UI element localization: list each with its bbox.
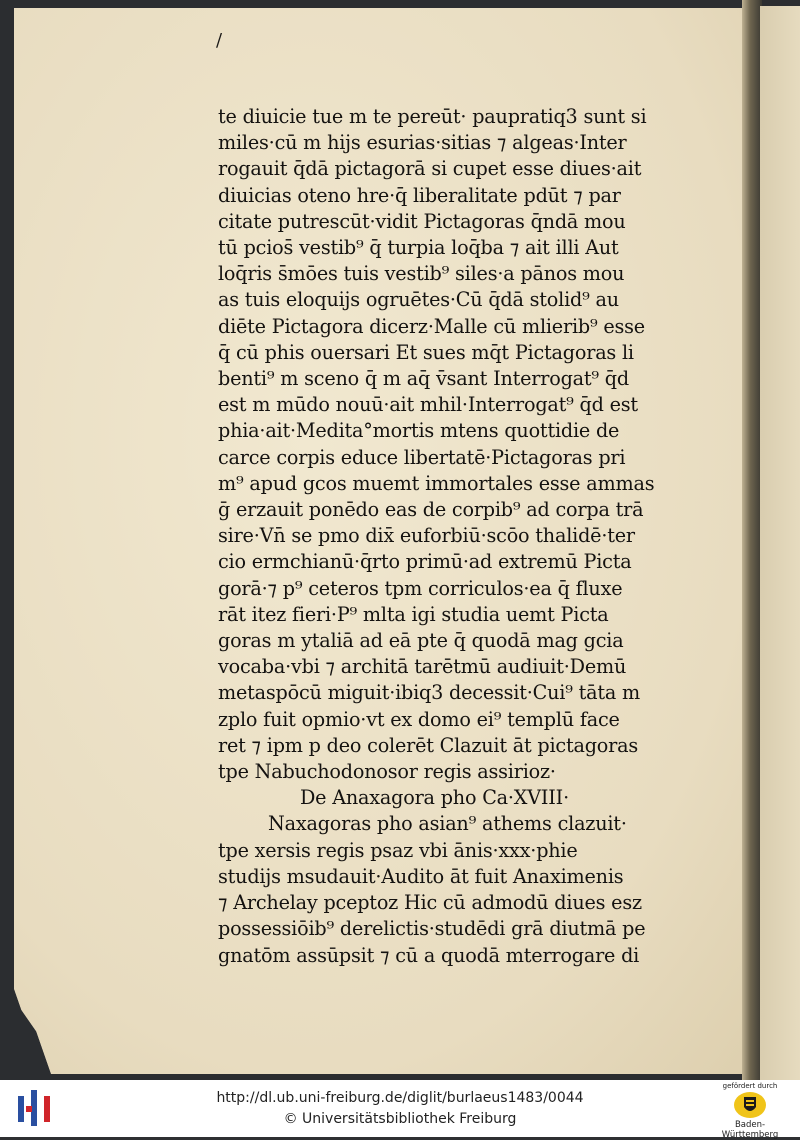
text-line: possessiōib⁹ derelictis·studēdi grā diutmā pe — [218, 917, 646, 941]
baden-wuerttemberg-crest-icon — [733, 1091, 767, 1119]
text-line: studijs msudauit·Audito āt fuit Anaximenis — [218, 864, 624, 888]
facing-page-edge — [760, 6, 800, 1080]
text-line: diēte Pictagora dicerz·Malle cū mlierib⁹ esse — [218, 314, 645, 338]
printed-text-block — [218, 104, 666, 969]
text-line: carce corpis educe libertatē·Pictagoras pri — [218, 445, 626, 469]
sponsor-name: Baden-Württemberg — [721, 1120, 779, 1140]
text-line: Naxagoras pho asian⁹ athems clazuit· — [268, 812, 627, 836]
text-line: rāt itez fieri·P⁹ mlta igi studia uemt Picta — [218, 602, 609, 626]
text-line: est m mūdo nouū·ait mhil·Interrogat⁹ q̄d est — [218, 393, 638, 417]
text-line: tpe Nabuchodonosor regis assirioz· — [218, 760, 556, 784]
text-line: loq̄ris s̄mōes tuis vestib⁹ siles·a pānos mou — [218, 262, 625, 286]
text-line: benti⁹ m sceno q̄ m aq̄ v̄sant Interrogat⁹ q̄d — [218, 367, 629, 391]
text-line: ret ⁊ ipm p deo colerēt Clazuit āt pictagoras — [218, 733, 639, 757]
sponsor-label: gefördert durch — [722, 1082, 778, 1090]
text-line: m⁹ apud gcos muemt immortales esse ammas — [218, 471, 655, 495]
text-line: as tuis eloquijs ogruētes·Cū q̄dā stolid⁹ au — [218, 288, 619, 312]
margin-mark: / — [216, 30, 223, 51]
text-line: miles·cū m hijs esurias·sitias ⁊ algeas·Inter — [218, 131, 627, 155]
copyright-notice: © Universitätsbibliothek Freiburg — [283, 1111, 517, 1127]
sponsor-block — [710, 1082, 790, 1140]
footer-bar — [0, 1080, 800, 1140]
text-line: q̄ cū phis ouersari Et sues mq̄t Pictagoras li — [218, 340, 634, 364]
text-line: sire·Vn̄ se pmo dix̄ euforbiū·scōo thalidē·ter — [218, 524, 635, 548]
text-line: phia·ait·Medita°mortis mtens quottidie de — [218, 419, 620, 443]
text-line: tpe xersis regis psaz vbi ānis·xxx·phie — [218, 838, 578, 862]
text-line: diuicias oteno hre·q̄ liberalitate pdūt ⁊ par — [218, 183, 621, 207]
text-line: gorā·⁊ p⁹ ceteros tpm corriculos·ea q̄ fluxe — [218, 576, 623, 600]
text-line: te diuicie tue m te pereūt· paupratiq3 sunt si — [218, 105, 647, 128]
chapter-heading: De Anaxagora pho Ca·XVIII· — [300, 786, 569, 810]
text-line: rogauit q̄dā pictagorā si cupet esse diues·ait — [218, 157, 642, 181]
text-line: vocaba·vbi ⁊ architā tarētmū audiuit·Demū — [218, 655, 627, 679]
text-line: metaspōcū miguit·ibiq3 decessit·Cui⁹ tāta m — [218, 681, 640, 705]
text-line: ⁊ Archelay pceptoz Hic cū admodū diues esz — [218, 891, 642, 915]
text-line: zplo fuit opmio·vt ex domo ei⁹ templū face — [218, 707, 620, 731]
book-gutter — [742, 0, 762, 1080]
text-line: ḡ erzauit ponēdo eas de corpib⁹ ad corpa trā — [218, 498, 644, 522]
page-url[interactable]: http://dl.ub.uni-freiburg.de/diglit/burlaeus1483/0044 — [216, 1090, 584, 1106]
text-line: cio ermchianū·q̄rto primū·ad extremū Picta — [218, 550, 632, 574]
text-line: gnatōm assūpsit ⁊ cū a quodā mterrogare di — [218, 943, 640, 967]
text-line: goras m ytaliā ad eā pte q̄ quodā mag gcia — [218, 629, 624, 653]
text-line: tū pcios̄ vestib⁹ q̄ turpia loq̄ba ⁊ ait illi Aut — [218, 236, 619, 260]
text-line: citate putrescūt·vidit Pictagoras q̄ndā mou — [218, 209, 626, 233]
